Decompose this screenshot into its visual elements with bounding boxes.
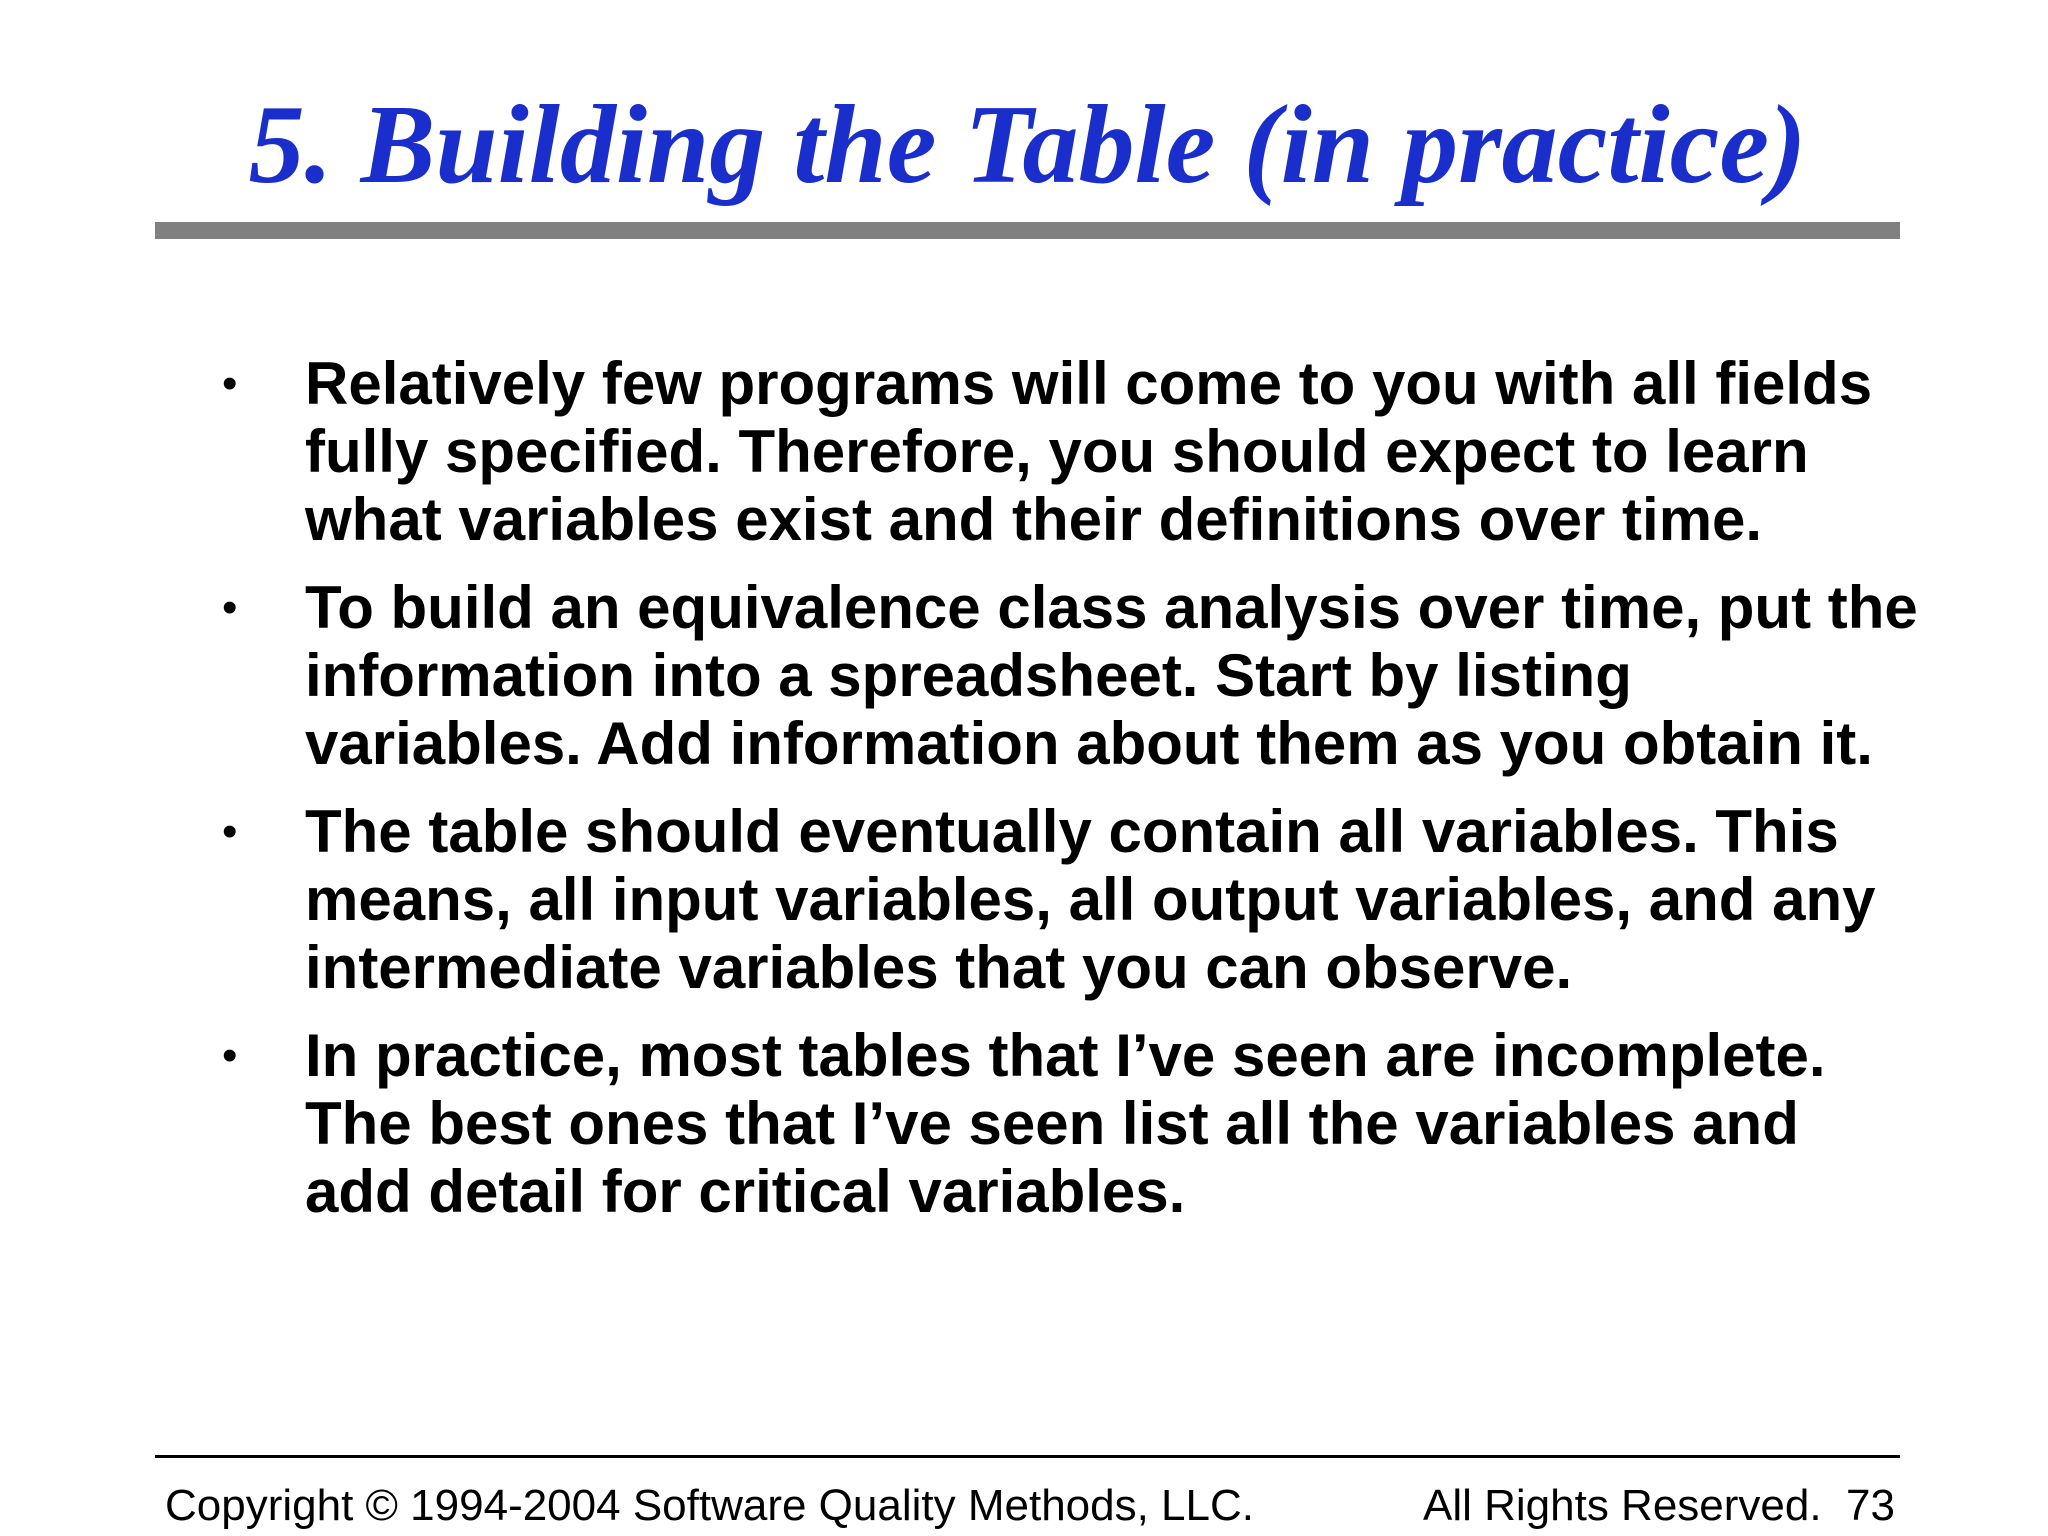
bullet-item-2 [222, 574, 1922, 778]
footer-copyright: Copyright © 1994-2004 Software Quality Methods, LLC. [165, 1481, 1254, 1530]
footer-divider [155, 1455, 1900, 1458]
footer-rights-and-page [1423, 1478, 1895, 1534]
bullet-icon: • [222, 359, 238, 408]
bullet-item-3 [222, 798, 1922, 1002]
slide-title: 5. Building the Table (in practice) [248, 83, 1807, 207]
bullet-icon: • [222, 1031, 238, 1080]
page-number: 73 [1846, 1481, 1895, 1530]
bullet-text: Relatively few programs will come to you with all fields fully specified. Therefore, you should expect to learn what variables exist and their definitions over time. [305, 350, 1873, 553]
footer [165, 1478, 1895, 1534]
bullet-icon: • [222, 583, 238, 632]
bullet-list [222, 350, 1922, 1246]
bullet-item-1 [222, 350, 1922, 554]
bullet-text: In practice, most tables that I’ve seen are incomplete. The best ones that I’ve seen list all the variables and add detail for critical variables. [305, 1022, 1826, 1225]
footer-rights: All Rights Reserved. [1422, 1481, 1822, 1530]
bullet-text: The table should eventually contain all variables. This means, all input variables, all output variables, and any intermediate variables that you can observe. [305, 798, 1876, 1001]
bullet-icon: • [222, 807, 238, 856]
title-divider [155, 222, 1900, 239]
bullet-item-4 [222, 1022, 1922, 1226]
bullet-text: To build an equivalence class analysis over time, put the information into a spreadsheet. Start by listing variables. Add information about them as you obtain it. [305, 574, 1918, 777]
